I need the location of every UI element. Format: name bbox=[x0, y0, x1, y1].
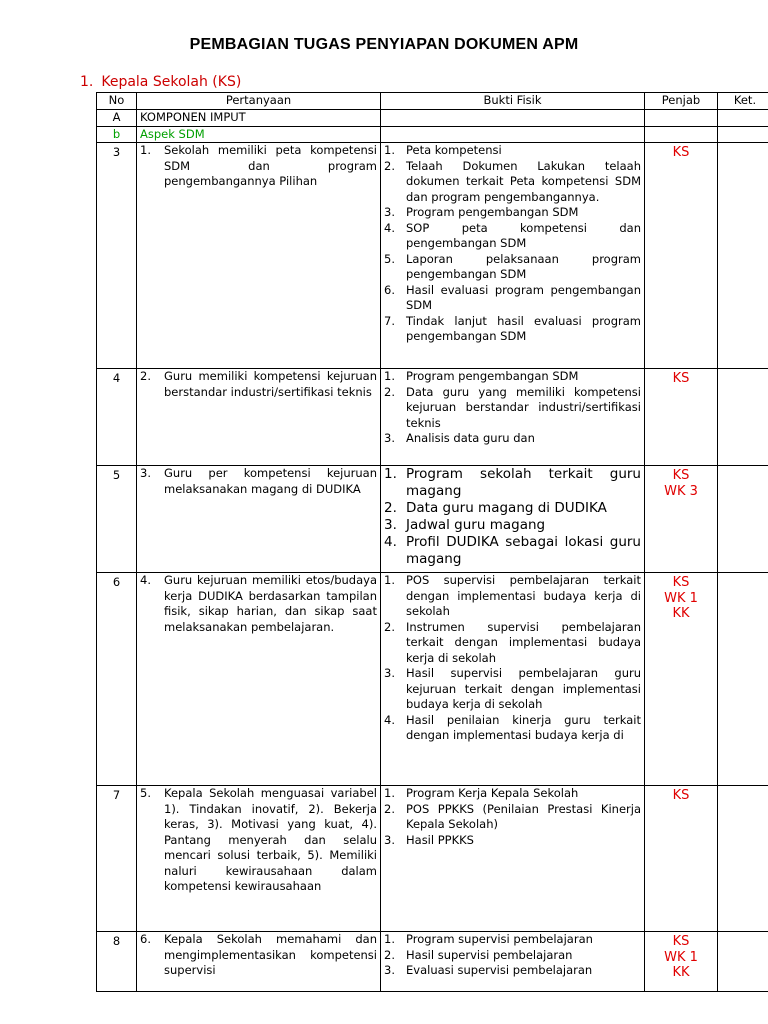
table-row bbox=[97, 369, 768, 466]
evidence-item bbox=[384, 833, 641, 849]
evidence-item bbox=[384, 802, 641, 833]
evidence-cell bbox=[381, 143, 645, 369]
evidence-item bbox=[384, 620, 641, 667]
evidence-text: Program pengembangan SDM bbox=[406, 369, 579, 383]
evidence-item bbox=[384, 205, 641, 221]
evidence-number: 4. bbox=[384, 220, 395, 235]
evidence-number: 1. bbox=[384, 932, 395, 946]
evidence-item bbox=[384, 500, 641, 517]
penjab-code: KK bbox=[672, 606, 690, 621]
question-number: 6. bbox=[140, 932, 151, 946]
ket-cell bbox=[718, 466, 768, 573]
row-number: 7 bbox=[97, 786, 137, 932]
empty-cell bbox=[381, 110, 645, 127]
evidence-number: 2. bbox=[384, 947, 395, 962]
question-text: Guru memiliki kompetensi kejuruan berstandar industri/sertifikasi teknis bbox=[164, 369, 377, 399]
penjab-cell bbox=[645, 786, 718, 932]
empty-cell bbox=[718, 110, 768, 127]
evidence-text: Hasil PPKKS bbox=[406, 832, 474, 847]
evidence-text: Analisis data guru dan bbox=[406, 431, 535, 445]
evidence-text: Hasil penilaian kinerja guru terkait dengan implementasi budaya kerja di bbox=[406, 712, 641, 742]
evidence-number: 1. bbox=[384, 786, 395, 800]
evidence-text: Instrumen supervisi pembelajaran terkait dengan implementasi budaya kerja di sekolah bbox=[406, 619, 641, 665]
evidence-number: 7. bbox=[384, 313, 395, 328]
evidence-number: 4. bbox=[384, 712, 395, 727]
question-number: 3. bbox=[140, 466, 151, 480]
evidence-item bbox=[384, 159, 641, 206]
penjab-code: KS bbox=[672, 468, 690, 483]
question-text: Kepala Sekolah memahami dan mengimplementasikan kompetensi supervisi bbox=[164, 932, 377, 977]
empty-cell bbox=[645, 110, 718, 127]
evidence-number: 3. bbox=[384, 517, 397, 533]
section-label: Kepala Sekolah (KS) bbox=[101, 74, 242, 90]
empty-cell bbox=[718, 126, 768, 143]
row-number: 8 bbox=[97, 932, 137, 992]
evidence-number: 2. bbox=[384, 158, 395, 173]
evidence-cell bbox=[381, 786, 645, 932]
evidence-item bbox=[384, 517, 641, 534]
section-number: 1. bbox=[80, 74, 94, 90]
evidence-item bbox=[384, 963, 641, 979]
row-number: 6 bbox=[97, 573, 137, 786]
evidence-item bbox=[384, 143, 641, 159]
penjab-cell bbox=[645, 143, 718, 369]
evidence-cell bbox=[381, 932, 645, 992]
question-number: 5. bbox=[140, 786, 151, 800]
evidence-item bbox=[384, 283, 641, 314]
question-number: 2. bbox=[140, 369, 151, 383]
evidence-item bbox=[384, 534, 641, 568]
evidence-number: 1. bbox=[384, 143, 395, 157]
header-pertanyaan: Pertanyaan bbox=[137, 93, 381, 110]
empty-cell bbox=[645, 126, 718, 143]
ket-cell bbox=[718, 573, 768, 786]
table-body bbox=[97, 143, 768, 992]
question-cell bbox=[137, 143, 381, 369]
evidence-text: Jadwal guru magang bbox=[406, 517, 546, 533]
ket-cell bbox=[718, 786, 768, 932]
question-cell bbox=[137, 369, 381, 466]
evidence-number: 3. bbox=[384, 963, 395, 977]
evidence-text: Peta kompetensi bbox=[406, 143, 502, 157]
evidence-item bbox=[384, 431, 641, 447]
evidence-text: Program Kerja Kepala Sekolah bbox=[406, 786, 579, 800]
evidence-number: 3. bbox=[384, 666, 395, 680]
evidence-text: SOP peta kompetensi dan pengembangan SDM bbox=[406, 220, 641, 250]
table-row bbox=[97, 143, 768, 369]
table-row bbox=[97, 786, 768, 932]
evidence-number: 1. bbox=[384, 466, 397, 482]
penjab-code: KS bbox=[672, 371, 690, 386]
evidence-number: 1. bbox=[384, 369, 395, 383]
penjab-cell bbox=[645, 466, 718, 573]
evidence-text: Telaah Dokumen Lakukan telaah dokumen terkait Peta kompetensi SDM dan program pengembangannya. bbox=[406, 158, 641, 204]
evidence-item bbox=[384, 385, 641, 432]
question-cell bbox=[137, 466, 381, 573]
question-number: 4. bbox=[140, 573, 151, 587]
evidence-number: 5. bbox=[384, 251, 395, 266]
evidence-text: POS PPKKS (Penilaian Prestasi Kinerja Kepala Sekolah) bbox=[406, 801, 641, 831]
evidence-number: 6. bbox=[384, 282, 395, 297]
group-b-label: Aspek SDM bbox=[137, 126, 381, 143]
evidence-text: Hasil supervisi pembelajaran guru kejuruan terkait dengan implementasi budaya kerja di sekolah bbox=[406, 666, 641, 711]
penjab-code: WK 3 bbox=[664, 483, 698, 499]
evidence-number: 3. bbox=[384, 832, 395, 847]
evidence-item bbox=[384, 666, 641, 713]
table-row bbox=[97, 932, 768, 992]
document-title: PEMBAGIAN TUGAS PENYIAPAN DOKUMEN APM bbox=[189, 36, 579, 53]
header-no: No bbox=[97, 93, 137, 110]
task-table bbox=[96, 92, 768, 992]
penjab-code: WK 1 bbox=[664, 949, 698, 965]
evidence-text: Hasil supervisi pembelajaran bbox=[406, 947, 573, 962]
evidence-text: Data guru yang memiliki kompetensi kejuruan berstandar industri/sertifikasi teknis bbox=[406, 384, 641, 430]
question-cell bbox=[137, 932, 381, 992]
evidence-text: Laporan pelaksanaan program pengembangan SDM bbox=[406, 251, 641, 281]
evidence-item bbox=[384, 252, 641, 283]
penjab-code: KS bbox=[672, 575, 690, 590]
group-a-label: KOMPONEN IMPUT bbox=[137, 110, 381, 127]
evidence-number: 3. bbox=[384, 431, 395, 445]
penjab-code: KS bbox=[672, 934, 690, 949]
penjab-code: WK 1 bbox=[664, 590, 698, 606]
evidence-cell bbox=[381, 369, 645, 466]
group-row-b bbox=[97, 126, 768, 143]
evidence-text: Program supervisi pembelajaran bbox=[406, 932, 593, 946]
evidence-item bbox=[384, 713, 641, 744]
row-number: 4 bbox=[97, 369, 137, 466]
question-cell bbox=[137, 573, 381, 786]
penjab-code: KS bbox=[672, 145, 690, 160]
evidence-item bbox=[384, 369, 641, 385]
evidence-text: Evaluasi supervisi pembelajaran bbox=[406, 963, 593, 977]
evidence-number: 2. bbox=[384, 619, 395, 634]
section-heading bbox=[80, 74, 241, 90]
evidence-number: 2. bbox=[384, 500, 397, 516]
group-b-no: b bbox=[97, 126, 137, 143]
evidence-item bbox=[384, 948, 641, 964]
table-header-row bbox=[97, 93, 768, 110]
header-ket: Ket. bbox=[718, 93, 768, 110]
question-text: Sekolah memiliki peta kompetensi SDM dan program pengembangannya Pilihan bbox=[164, 143, 377, 188]
question-text: Guru kejuruan memiliki etos/budaya kerja DUDIKA berdasarkan tampilan fisik, sikap harian, dan sikap saat melaksanakan pembelajaran. bbox=[164, 573, 377, 634]
penjab-code: KS bbox=[672, 788, 690, 803]
evidence-number: 2. bbox=[384, 801, 395, 816]
evidence-text: Program sekolah terkait guru magang bbox=[406, 466, 641, 499]
table-row bbox=[97, 466, 768, 573]
question-text: Kepala Sekolah menguasai variabel 1). Tindakan inovatif, 2). Bekerja keras, 3). Motivasi yang kuat, 4). Pantang menyerah dan selalu mencari solusi terbaik, 5). Memiliki naluri kewirausahaan dalam kompetensi kewirausahaan bbox=[164, 786, 377, 893]
evidence-item bbox=[384, 221, 641, 252]
evidence-number: 2. bbox=[384, 384, 395, 399]
question-number: 1. bbox=[140, 143, 151, 157]
header-bukti-fisik: Bukti Fisik bbox=[381, 93, 645, 110]
ket-cell bbox=[718, 932, 768, 992]
penjab-cell bbox=[645, 369, 718, 466]
evidence-cell bbox=[381, 573, 645, 786]
penjab-code: KK bbox=[672, 965, 690, 980]
penjab-cell bbox=[645, 932, 718, 992]
evidence-text: Data guru magang di DUDIKA bbox=[406, 500, 607, 516]
evidence-item bbox=[384, 466, 641, 500]
table-row bbox=[97, 573, 768, 786]
group-a-no: A bbox=[97, 110, 137, 127]
evidence-item bbox=[384, 314, 641, 345]
evidence-text: Hasil evaluasi program pengembangan SDM bbox=[406, 282, 641, 312]
evidence-item bbox=[384, 573, 641, 620]
row-number: 5 bbox=[97, 466, 137, 573]
evidence-text: POS supervisi pembelajaran terkait dengan implementasi budaya kerja di sekolah bbox=[406, 573, 641, 618]
evidence-number: 1. bbox=[384, 573, 395, 587]
header-penjab: Penjab bbox=[645, 93, 718, 110]
row-number: 3 bbox=[97, 143, 137, 369]
evidence-item bbox=[384, 932, 641, 948]
question-cell bbox=[137, 786, 381, 932]
ket-cell bbox=[718, 143, 768, 369]
empty-cell bbox=[381, 126, 645, 143]
ket-cell bbox=[718, 369, 768, 466]
group-row-a bbox=[97, 110, 768, 127]
evidence-number: 3. bbox=[384, 205, 395, 219]
evidence-cell bbox=[381, 466, 645, 573]
penjab-cell bbox=[645, 573, 718, 786]
evidence-text: Program pengembangan SDM bbox=[406, 205, 579, 219]
evidence-number: 4. bbox=[384, 534, 397, 550]
evidence-text: Tindak lanjut hasil evaluasi program pengembangan SDM bbox=[406, 313, 641, 343]
evidence-item bbox=[384, 786, 641, 802]
question-text: Guru per kompetensi kejuruan melaksanakan magang di DUDIKA bbox=[164, 466, 377, 496]
evidence-text: Profil DUDIKA sebagai lokasi guru magang bbox=[406, 534, 641, 567]
